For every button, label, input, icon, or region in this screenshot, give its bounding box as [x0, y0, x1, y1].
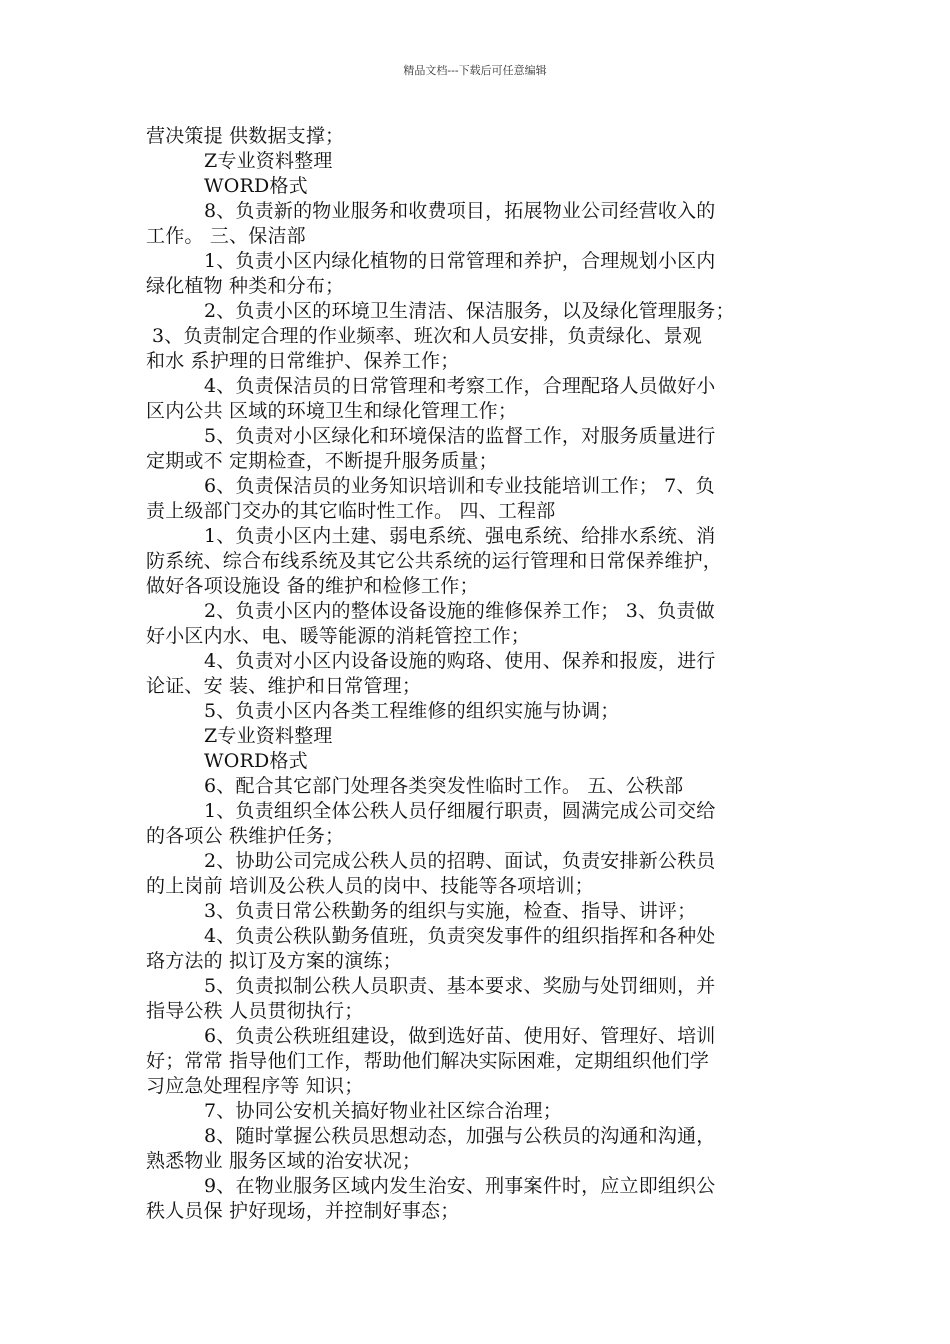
- text-line: 营决策提 供数据支撑；: [146, 125, 345, 147]
- text-line: 好小区内水、电、暖等能源的消耗管控工作；: [146, 625, 531, 647]
- document-body: [146, 124, 812, 1224]
- page-header: 精品文档---下载后可任意编辑: [403, 64, 547, 77]
- text-line: 和水 系护理的日常维护、保养工作；: [146, 350, 460, 372]
- text-line: 6、负责保洁员的业务知识培训和专业技能培训工作； 7、负: [204, 475, 715, 497]
- text-line: 2、负责小区的环境卫生清洁、保洁服务，以及绿化管理服务；: [204, 300, 735, 322]
- text-line: 2、协助公司完成公秩人员的招聘、面试，负责安排新公秩员: [204, 850, 716, 872]
- text-line: 8、负责新的物业服务和收费项目，拓展物业公司经营收入的: [204, 200, 716, 222]
- text-line: 的上岗前 培训及公秩人员的岗中、技能等各项培训；: [146, 875, 594, 897]
- text-line: 4、负责保洁员的日常管理和考察工作，合理配珞人员做好小: [204, 375, 716, 397]
- text-line: 珞方法的 拟订及方案的演练；: [146, 950, 402, 972]
- text-line: WORD格式: [204, 750, 308, 772]
- text-line: 秩人员保 护好现场，并控制好事态；: [146, 1200, 460, 1222]
- text-line: 3、负责制定合理的作业频率、班次和人员安排，负责绿化、景观: [152, 325, 702, 347]
- text-line: 5、负责对小区绿化和环境保洁的监督工作，对服务质量进行: [204, 425, 716, 447]
- text-line: 工作。 三、保洁部: [146, 225, 306, 247]
- text-line: 6、配合其它部门处理各类突发性临时工作。 五、公秩部: [204, 775, 684, 797]
- text-line: 5、负责小区内各类工程维修的组织实施与协调；: [204, 700, 620, 722]
- text-line: 好；常常 指导他们工作，帮助他们解决实际困难，定期组织他们学: [146, 1050, 710, 1072]
- text-line: 7、协同公安机关搞好物业社区综合治理；: [204, 1100, 562, 1122]
- text-line: 做好各项设施设 备的维护和检修工作；: [146, 575, 479, 597]
- text-line: 2、负责小区内的整体设备设施的维修保养工作； 3、负责做: [204, 600, 715, 622]
- text-line: 熟悉物业 服务区域的治安状况；: [146, 1150, 422, 1172]
- text-line: 9、在物业服务区域内发生治安、刑事案件时，应立即组织公: [204, 1175, 716, 1197]
- text-line: 习应急处理程序等 知识；: [146, 1075, 364, 1097]
- text-line: Z专业资料整理: [204, 725, 333, 747]
- text-line: 绿化植物 种类和分布；: [146, 275, 345, 297]
- text-line: 的各项公 秩维护任务；: [146, 825, 345, 847]
- text-line: WORD格式: [204, 175, 308, 197]
- text-line: 5、负责拟制公秩人员职责、基本要求、奖励与处罚细则，并: [204, 975, 716, 997]
- text-line: 指导公秩 人员贯彻执行；: [146, 1000, 364, 1022]
- text-line: 1、负责小区内土建、弱电系统、强电系统、给排水系统、消: [204, 525, 716, 547]
- text-line: 防系统、综合布线系统及其它公共系统的运行管理和日常保养维护，: [146, 550, 723, 572]
- text-line: 定期或不 定期检查，不断提升服务质量；: [146, 450, 498, 472]
- text-line: 责上级部门交办的其它临时性工作。 四、工程部: [146, 500, 556, 522]
- text-line: 8、随时掌握公秩员思想动态，加强与公秩员的沟通和沟通，: [204, 1125, 716, 1147]
- text-line: 4、负责对小区内设备设施的购珞、使用、保养和报废，进行: [204, 650, 716, 672]
- text-line: 4、负责公秩队勤务值班，负责突发事件的组织指挥和各种处: [204, 925, 716, 947]
- text-line: 1、负责小区内绿化植物的日常管理和养护，合理规划小区内: [204, 250, 716, 272]
- text-line: 3、负责日常公秩勤务的组织与实施，检查、指导、讲评；: [204, 900, 697, 922]
- text-line: 论证、安 装、维护和日常管理；: [146, 675, 422, 697]
- text-line: 6、负责公秩班组建设，做到选好苗、使用好、管理好、培训: [204, 1025, 716, 1047]
- text-line: 1、负责组织全体公秩人员仔细履行职责，圆满完成公司交给: [204, 800, 716, 822]
- text-line: Z专业资料整理: [204, 150, 333, 172]
- text-line: 区内公共 区域的环境卫生和绿化管理工作；: [146, 400, 518, 422]
